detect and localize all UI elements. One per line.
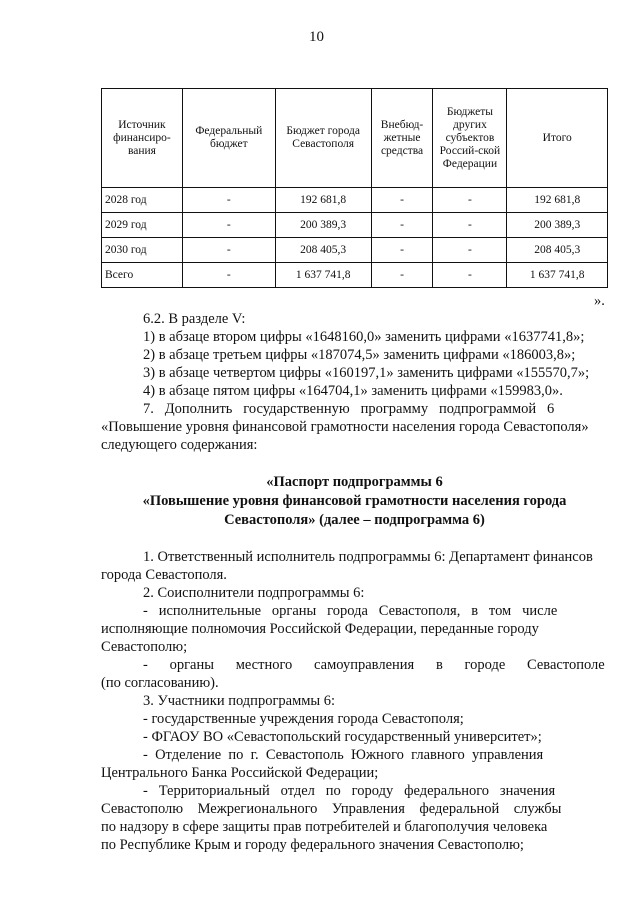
- table-cell: -: [433, 188, 507, 213]
- paragraph-line: следующего содержания:: [101, 437, 258, 453]
- list-item: 3) в абзаце четвертом цифры «160197,1» заменить цифрами «155570,7»;: [143, 365, 590, 381]
- table-cell: 2029 год: [102, 213, 183, 238]
- paragraph-line: по надзору в сфере защиты прав потребителей и благополучия человека: [101, 819, 548, 835]
- paragraph-line: (по согласованию).: [101, 675, 219, 691]
- table-header-cell: Источник финансиро-вания: [102, 89, 183, 188]
- paragraph-line: - органы местного самоуправления в городе Севастополе: [143, 657, 605, 673]
- table-cell: -: [371, 263, 433, 288]
- table-cell: Всего: [102, 263, 183, 288]
- table-cell: 192 681,8: [507, 188, 608, 213]
- paragraph-line: 7. Дополнить государственную программу подпрограммой 6: [143, 401, 555, 417]
- table-cell: -: [182, 263, 275, 288]
- list-item: - государственные учреждения города Севастополя;: [143, 711, 464, 727]
- section-heading: 6.2. В разделе V:: [143, 311, 246, 327]
- table-cell: -: [433, 238, 507, 263]
- table-header-cell: Внебюд-жетные средства: [371, 89, 433, 188]
- list-item: - Отделение по г. Севастополь Южного главного управления: [143, 747, 544, 763]
- paragraph-line: исполняющие полномочия Российской Федерации, переданные городу: [101, 621, 539, 637]
- table-cell: 200 389,3: [507, 213, 608, 238]
- paragraph-line: 3. Участники подпрограммы 6:: [143, 693, 336, 709]
- paragraph-line: Севастополю;: [101, 639, 188, 655]
- table-header-cell: Федеральный бюджет: [182, 89, 275, 188]
- table-header-cell: Бюджеты других субъектов Россий-ской Федерации: [433, 89, 507, 188]
- paragraph-line: 2. Соисполнители подпрограммы 6:: [143, 585, 365, 601]
- table-cell: -: [371, 213, 433, 238]
- list-item: 2) в абзаце третьем цифры «187074,5» заменить цифрами «186003,8»;: [143, 347, 576, 363]
- table-cell: -: [371, 188, 433, 213]
- table-row: [102, 188, 608, 213]
- paragraph-line: 1. Ответственный исполнитель подпрограммы 6: Департамент финансов: [143, 549, 593, 565]
- list-item: 1) в абзаце втором цифры «1648160,0» заменить цифрами «1637741,8»;: [143, 329, 585, 345]
- paragraph-line: Центрального Банка Российской Федерации;: [101, 765, 379, 781]
- table-cell: 192 681,8: [275, 188, 371, 213]
- paragraph-line: города Севастополя.: [101, 567, 227, 583]
- table-cell: -: [433, 213, 507, 238]
- table-cell: -: [182, 188, 275, 213]
- table-header-row: [102, 89, 608, 188]
- paragraph-line: «Повышение уровня финансовой грамотности населения города Севастополя»: [101, 419, 589, 435]
- table-header-cell: Итого: [507, 89, 608, 188]
- table-cell: -: [182, 238, 275, 263]
- table-cell: 200 389,3: [275, 213, 371, 238]
- list-item: 4) в абзаце пятом цифры «164704,1» заменить цифрами «159983,0».: [143, 383, 563, 399]
- table-cell: 2030 год: [102, 238, 183, 263]
- table-header-cell: Бюджет города Севастополя: [275, 89, 371, 188]
- paragraph-line: - исполнительные органы города Севастополя, в том числе: [143, 603, 558, 619]
- list-item: - ФГАОУ ВО «Севастопольский государственный университет»;: [143, 729, 542, 745]
- table-row: [102, 213, 608, 238]
- table-row: [102, 263, 608, 288]
- table-cell: 208 405,3: [275, 238, 371, 263]
- table-cell: 1 637 741,8: [275, 263, 371, 288]
- page-number: 10: [309, 29, 324, 45]
- paragraph-line: Севастополю Межрегионального Управления федеральной службы: [101, 801, 562, 817]
- table-cell: -: [433, 263, 507, 288]
- table-row: [102, 238, 608, 263]
- table-cell: -: [371, 238, 433, 263]
- table-cell: 2028 год: [102, 188, 183, 213]
- paragraph-line: по Республике Крым и городу федерального значения Севастополю;: [101, 837, 524, 853]
- financing-table: [101, 88, 608, 288]
- table-cell: 1 637 741,8: [507, 263, 608, 288]
- closing-quote: ».: [594, 293, 605, 309]
- passport-title-line: «Паспорт подпрограммы 6: [266, 474, 443, 490]
- table-cell: -: [182, 213, 275, 238]
- table-cell: 208 405,3: [507, 238, 608, 263]
- list-item: - Территориальный отдел по городу федерального значения: [143, 783, 556, 799]
- passport-title-line: Севастополя» (далее – подпрограмма 6): [224, 512, 485, 528]
- passport-title-line: «Повышение уровня финансовой грамотности населения города: [142, 493, 567, 509]
